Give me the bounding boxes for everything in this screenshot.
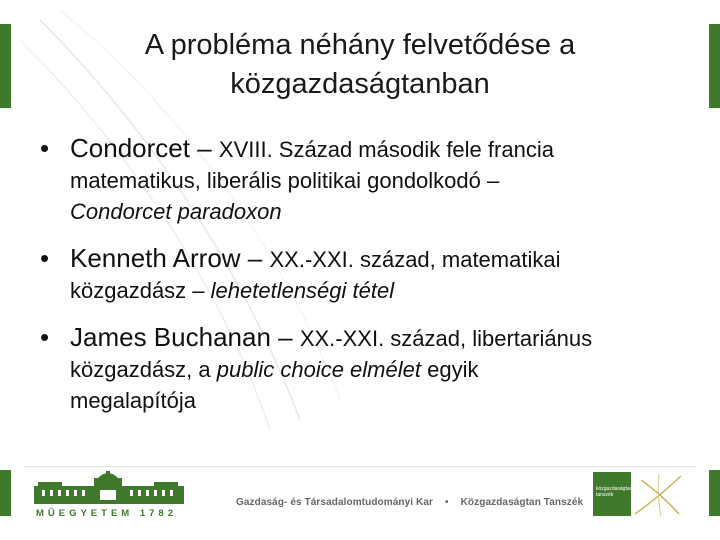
- bullet-text: közgazdász, a: [70, 357, 217, 382]
- footer-caption: [236, 497, 583, 508]
- bullet-marker: •: [40, 322, 50, 352]
- bullet-first-line: [70, 322, 660, 354]
- muegyetem-logo-text: MŰEGYETEM 1782: [36, 508, 177, 519]
- bullet-italic-text: lehetetlenségi tétel: [210, 278, 395, 303]
- bullet-continuation-line: [70, 275, 660, 306]
- bullet-text: megalapítója: [70, 388, 196, 413]
- bullet-continuation-line: [70, 165, 660, 196]
- bullet-continuation-line: [70, 385, 660, 416]
- bullet-dash: –: [240, 243, 270, 273]
- muegyetem-logo: [32, 470, 192, 520]
- department-logo: [593, 470, 685, 518]
- bullet-text: egyik: [420, 357, 479, 382]
- bullet-intro-text: XVIII. Század második fele francia: [218, 137, 554, 162]
- bottom-right-accent-bar: [709, 470, 720, 516]
- bullet-intro-text: XX.-XXI. század, matematikai: [269, 247, 561, 272]
- footer-separator: •: [445, 497, 449, 508]
- bullet-person-name: James Buchanan: [70, 322, 271, 352]
- bullet-item: [40, 133, 660, 227]
- bullet-italic-text: Condorcet paradoxon: [70, 199, 282, 224]
- bullet-intro-text: XX.-XXI. század, libertariánus: [299, 326, 593, 351]
- right-accent-bar: [709, 24, 720, 108]
- bullet-continuation-line: [70, 196, 660, 227]
- bullet-marker: •: [40, 243, 50, 273]
- department-logo-mark: [631, 470, 685, 518]
- bullet-person-name: Condorcet: [70, 133, 190, 163]
- bullet-first-line: [70, 133, 660, 165]
- bullet-item: [40, 243, 660, 306]
- bullet-first-line: [70, 243, 660, 275]
- bullet-dash: –: [270, 322, 300, 352]
- bottom-left-accent-bar: [0, 470, 11, 516]
- bullet-dash: –: [189, 133, 219, 163]
- slide-title: [60, 26, 660, 104]
- bullet-text: közgazdász –: [70, 278, 211, 303]
- bullet-continuation-line: [70, 354, 660, 385]
- department-name: Közgazdaságtan Tanszék: [460, 497, 584, 508]
- department-logo-box: közgazdaságtan tanszék: [593, 472, 631, 516]
- faculty-name: Gazdaság- és Társadalomtudományi Kar: [236, 497, 433, 508]
- slide-title-line-1: A probléma néhány felvetődése a: [144, 29, 576, 61]
- left-accent-bar: [0, 24, 11, 108]
- bullet-item: [40, 322, 660, 416]
- bullet-marker: •: [40, 133, 50, 163]
- bullet-text: matematikus, liberális politikai gondolkodó –: [70, 168, 500, 193]
- bullet-person-name: Kenneth Arrow: [70, 243, 241, 273]
- bullet-italic-text: public choice elmélet: [216, 357, 421, 382]
- bullet-list: [40, 133, 660, 432]
- slide-title-line-2: közgazdaságtanban: [230, 68, 490, 100]
- footer-divider: [24, 466, 696, 467]
